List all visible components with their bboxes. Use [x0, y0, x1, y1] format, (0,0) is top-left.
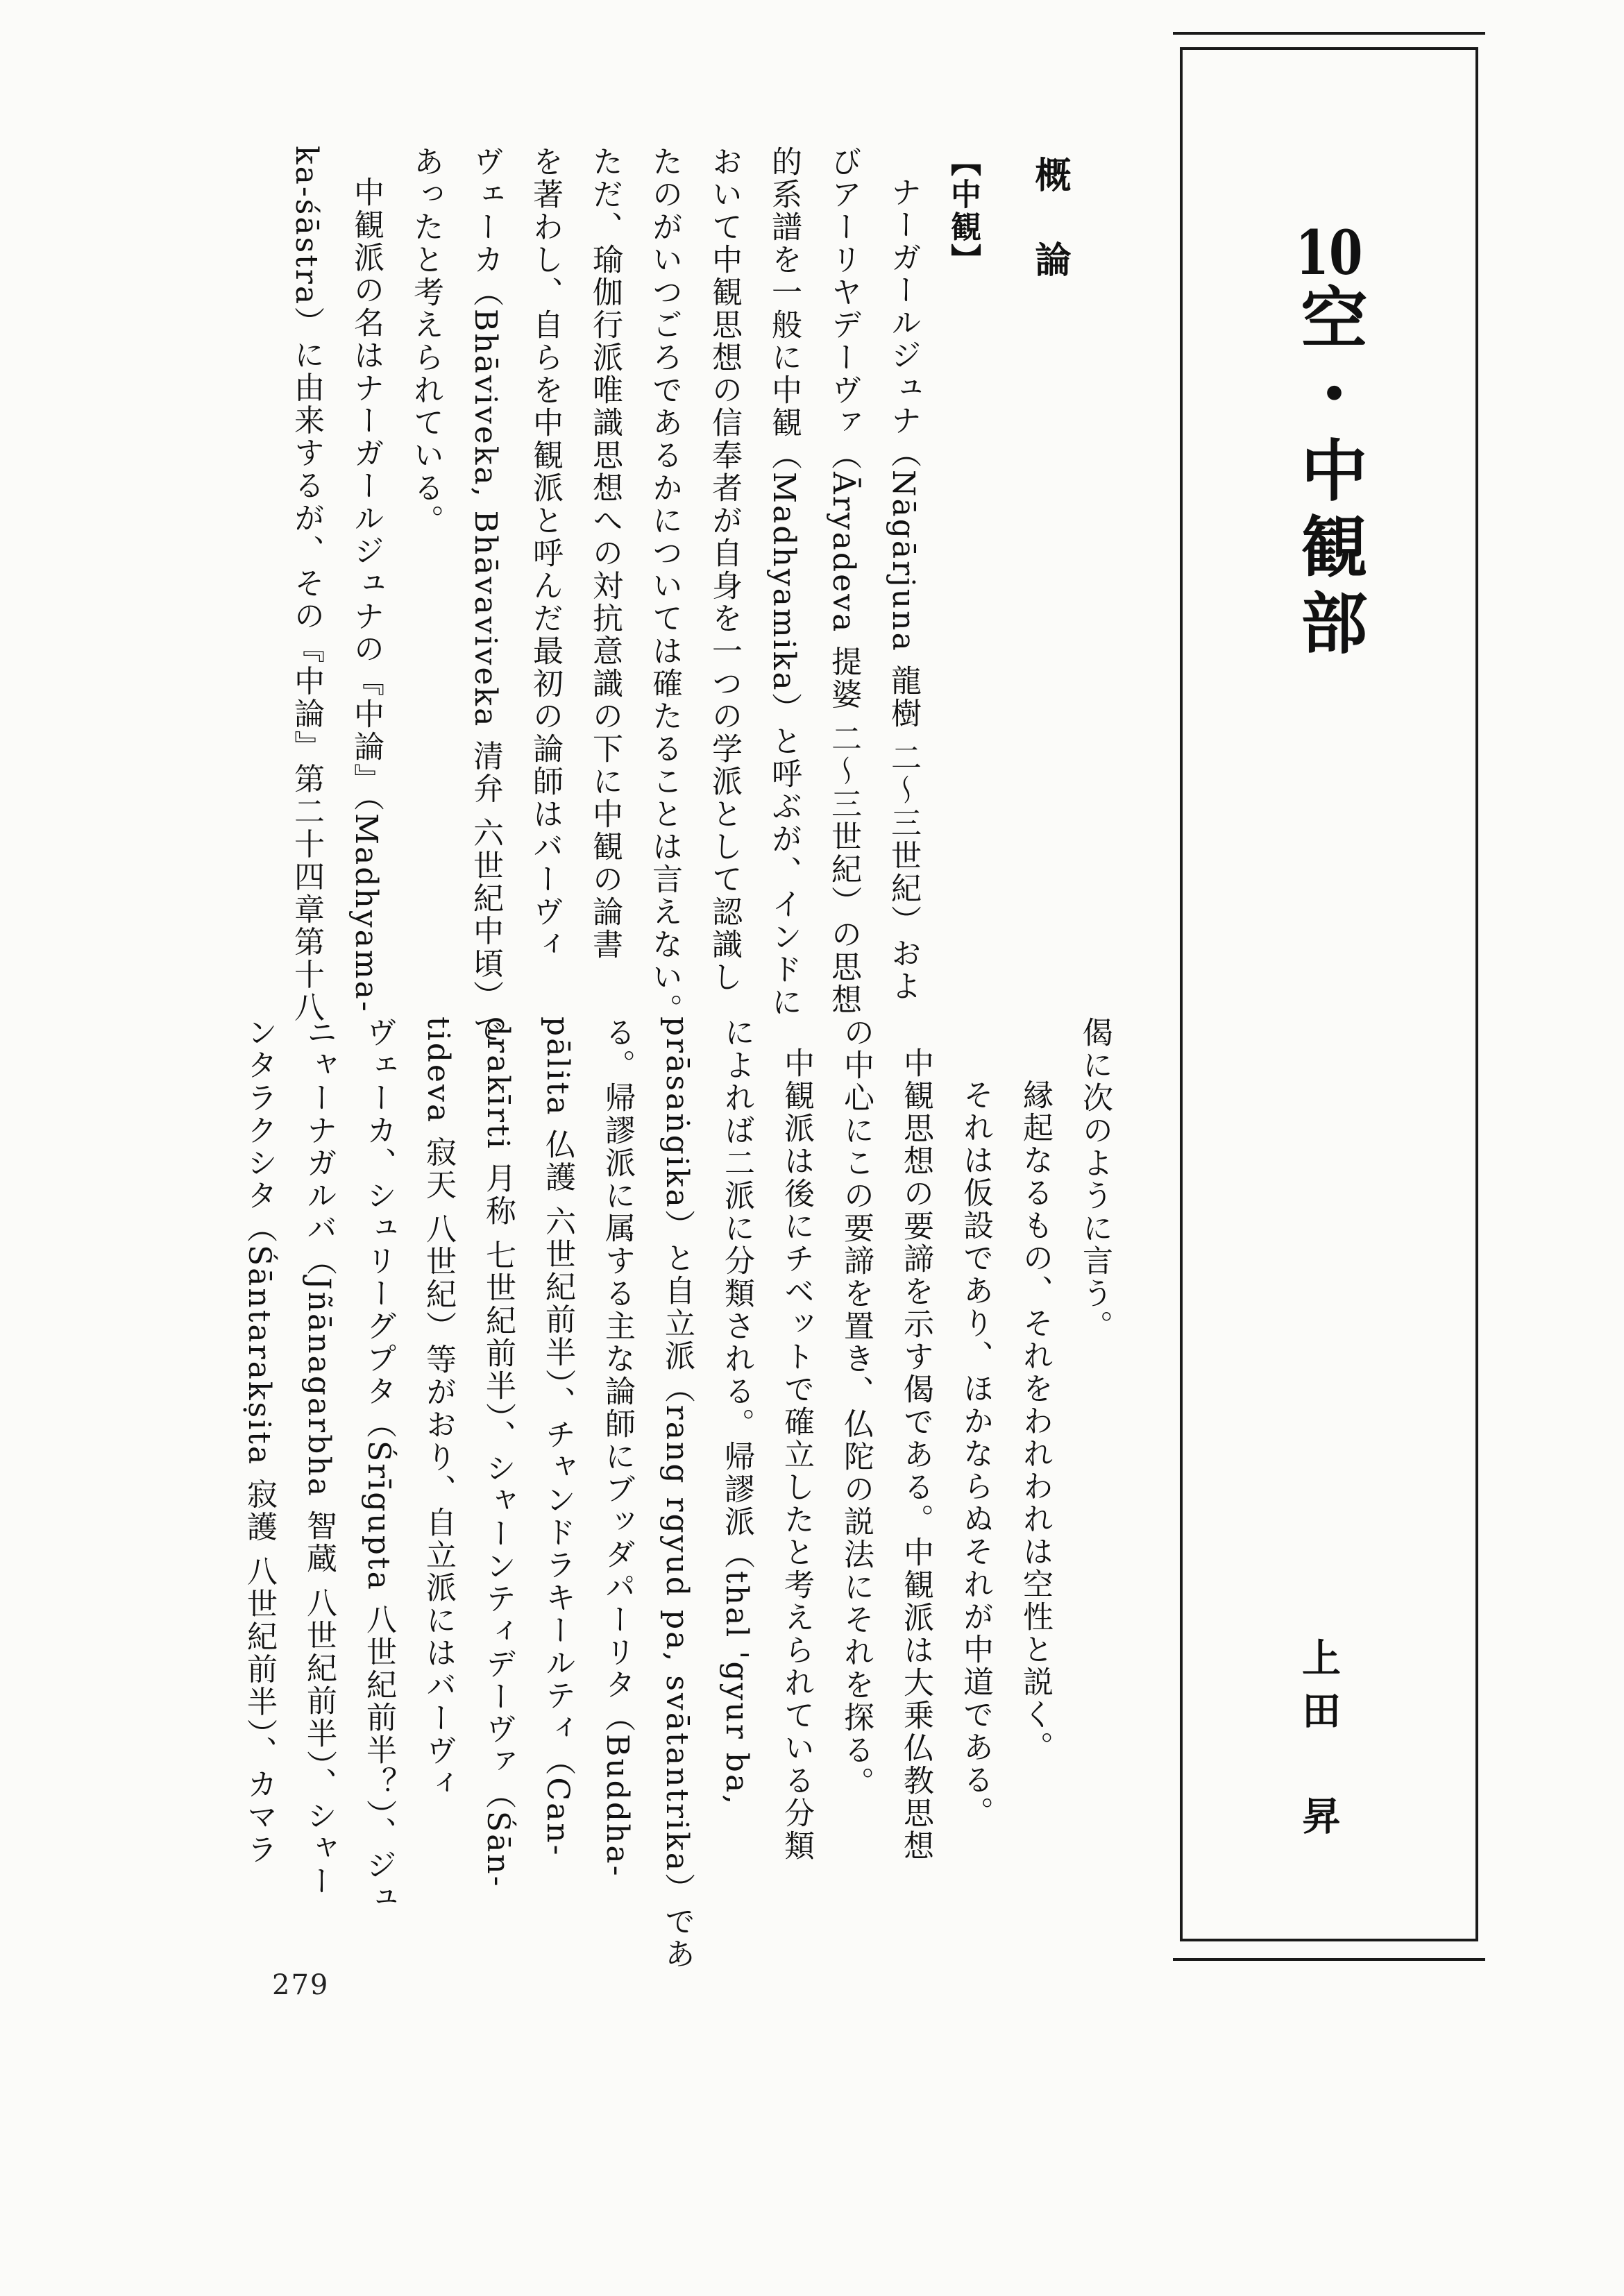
text-line: ナーガールジュナ（Nāgārjuna 龍樹 二〜三世紀）およ — [886, 176, 921, 1003]
text-line: ka-śāstra）に由来するが、その『中論』第二十四章第十八 — [289, 146, 324, 1024]
text-line: ニャーナガルバ（Jñānagarbha 智蔵 八世紀前半）、シャー — [301, 1017, 337, 1898]
text-line: ンタラクシタ（Śāntarakṣita 寂護 八世紀前半）、カマラ — [242, 1017, 277, 1866]
text-line: る。帰謬派に属する主な論師にブッダパーリタ（Buddha- — [600, 1017, 635, 1878]
text-line: 的系譜を一般に中観（Madhyamika）と呼ぶが、インドに — [766, 146, 802, 1019]
chapter-number: 10 — [1295, 222, 1363, 283]
text-line: 中観派は後にチベットで確立したと考えられている分類 — [779, 1047, 814, 1862]
chapter-heading — [1274, 222, 1385, 1124]
lower-text-block — [97, 1017, 1124, 2030]
text-line: によれば二派に分類される。帰謬派（thal 'gyur ba, — [719, 1017, 754, 1807]
verse-line: 縁起なるもの、それをわれわれは空性と説く。 — [1017, 1079, 1053, 1764]
upper-text-block — [111, 146, 992, 1103]
text-line: 【中観】 — [945, 146, 981, 276]
verse-line: それは仮設であり、ほかならぬそれが中道である。 — [958, 1079, 993, 1829]
text-line: 偈に次のように言う。 — [1077, 1017, 1113, 1343]
text-line: たのがいつごろであるかについては確たることは言えない。 — [647, 146, 682, 1026]
author-name: 上田 昇 — [1296, 1638, 1342, 1848]
section-heading: 概論 — [1029, 156, 1071, 325]
text-line: ただ、瑜伽行派唯識思想への対抗意識の下に中観の論書 — [587, 146, 623, 961]
chapter-title-text: 空・中観部 — [1290, 283, 1369, 665]
text-line: 中観思想の要諦を示す偈である。中観派は大乗仏教思想 — [898, 1047, 933, 1862]
text-line: tideva 寂天 八世紀）等がおり、自立派にはバーヴィ — [421, 1017, 456, 1801]
text-line: 中観派の名はナーガールジュナの『中論』（Madhyama- — [348, 176, 384, 1014]
text-line: ヴェーカ（Bhāviveka, Bhāvaviveka 清弁 六世紀中頃）で — [468, 146, 503, 1046]
text-line: drakīrti 月称 七世紀前半）、シャーンティデーヴァ（Śān- — [480, 1017, 516, 1889]
title-top-rule — [1173, 32, 1485, 35]
text-line: あったと考えられている。 — [408, 146, 443, 537]
title-bottom-rule — [1173, 1958, 1485, 1961]
text-line: を著わし、自らを中観派と呼んだ最初の論師はバーヴィ — [527, 146, 563, 961]
text-line: ヴェーカ、シュリーグプタ（Śrīgupta 八世紀前半？）、ジュ — [361, 1017, 396, 1914]
text-line: おいて中観思想の信奉者が自身を一つの学派として認識し — [707, 146, 742, 994]
text-line: prāsaṅgika）と自立派（rang rgyud pa, svātantrika）であ — [659, 1017, 695, 1971]
text-line: びアーリヤデーヴァ（Āryadeva 提婆 二〜三世紀）の思想 — [826, 146, 861, 1017]
text-line: の中心にこの要諦を置き、仏陀の説法にそれを探る。 — [838, 1017, 874, 1799]
page-number: 279 — [272, 1969, 330, 2001]
text-line: pālita 仏護 六世紀前半）、チャンドラキールティ（Can- — [540, 1017, 575, 1857]
